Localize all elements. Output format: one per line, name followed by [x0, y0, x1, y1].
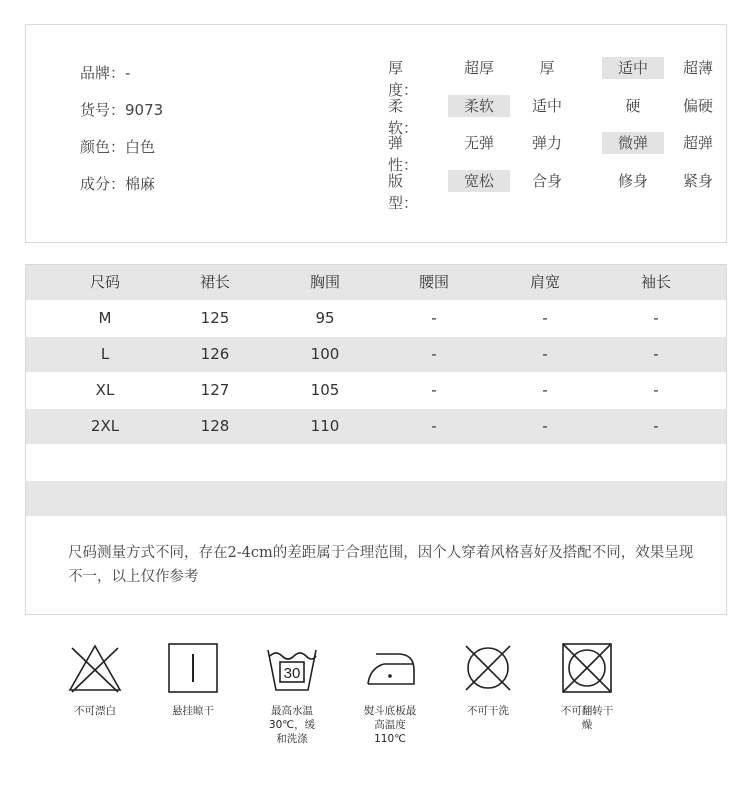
care-item	[542, 640, 632, 732]
care-label: 最高水温 30℃，缓 和洗涤	[268, 705, 316, 745]
no-dry-clean-icon	[443, 640, 533, 696]
table-cell: 2XL	[90, 417, 120, 435]
table-row	[26, 337, 726, 372]
care-item	[247, 640, 337, 746]
product-info-panel	[25, 24, 727, 243]
attribute-option: 修身	[617, 171, 648, 190]
attribute-option: 超厚	[463, 59, 494, 77]
color-value: 白色	[125, 138, 156, 156]
table-row	[26, 481, 726, 516]
care-label: 不可干洗	[467, 705, 509, 717]
attribute-option-selected: 宽松	[448, 170, 510, 192]
care-label: 不可漂白	[74, 705, 116, 717]
table-cell: -	[653, 309, 659, 327]
attribute-option: 硬	[625, 96, 641, 115]
table-header-cell: 袖长	[640, 273, 671, 291]
size-note: 尺码测量方式不同，存在2-4cm的差距属于合理范围，因个人穿着风格喜好及搭配不同，效果呈现不一，以上仅作参考	[68, 545, 694, 585]
table-header-cell: 尺码	[89, 273, 120, 291]
table-row	[26, 445, 726, 480]
care-label: 熨斗底板最 高温度 110℃	[363, 705, 417, 745]
care-item	[148, 640, 238, 718]
attribute-option-selected: 柔软	[448, 95, 510, 117]
product-basic-info	[80, 60, 163, 208]
table-cell: -	[542, 417, 548, 435]
table-header-row	[26, 265, 726, 300]
material-row	[80, 171, 163, 208]
attribute-option-selected: 微弹	[602, 132, 664, 154]
table-row	[26, 373, 726, 408]
attribute-option: 合身	[531, 171, 562, 190]
table-header-cell: 肩宽	[529, 273, 560, 291]
item-no-value: 9073	[125, 101, 164, 119]
wash-30-icon	[247, 640, 337, 696]
table-cell: -	[431, 381, 437, 399]
attribute-option: 适中	[531, 96, 562, 115]
table-header-cell: 腰围	[418, 273, 449, 291]
table-cell: 127	[200, 381, 230, 399]
attribute-label: 弹性：	[388, 134, 419, 174]
table-header-cell: 裙长	[199, 273, 230, 291]
no-tumble-dry-icon	[542, 640, 632, 696]
attribute-label: 厚度：	[388, 59, 419, 99]
table-cell: XL	[95, 381, 115, 399]
size-chart	[25, 264, 727, 615]
attribute-label: 版型：	[388, 171, 419, 212]
table-cell: 95	[315, 309, 335, 327]
attribute-option: 超薄	[682, 59, 713, 77]
table-row	[26, 301, 726, 336]
attribute-option: 厚	[539, 59, 555, 77]
color-row	[80, 134, 163, 171]
iron-medium-icon	[345, 640, 435, 696]
table-cell: M	[98, 309, 112, 327]
attribute-option: 无弹	[463, 134, 494, 152]
care-item	[50, 640, 140, 718]
svg-text:30: 30	[283, 665, 301, 682]
brand-row	[80, 60, 163, 97]
table-row	[26, 409, 726, 444]
table-cell: 105	[310, 381, 340, 399]
table-cell: -	[542, 345, 548, 363]
material-value: 棉麻	[125, 175, 156, 193]
attribute-option: 紧身	[682, 171, 713, 190]
table-cell: -	[653, 381, 659, 399]
item-no-label: 货号：	[80, 101, 126, 119]
table-cell: 110	[310, 417, 340, 435]
item-no-row	[80, 97, 163, 134]
table-cell: -	[653, 417, 659, 435]
brand-value: -	[125, 64, 131, 82]
care-label: 悬挂晾干	[172, 705, 214, 717]
hang-dry-icon	[148, 640, 238, 696]
care-item	[345, 640, 435, 746]
attribute-option: 弹力	[531, 134, 562, 152]
table-header-cell: 胸围	[309, 273, 340, 291]
table-cell: L	[100, 345, 110, 363]
table-cell: -	[653, 345, 659, 363]
table-cell: 125	[200, 309, 230, 327]
table-cell: -	[542, 381, 548, 399]
table-cell: -	[431, 309, 437, 327]
attribute-label: 柔软：	[388, 96, 419, 137]
no-bleach-icon	[50, 640, 140, 696]
table-cell: 126	[200, 345, 230, 363]
attribute-option: 超弹	[682, 134, 713, 152]
table-cell: -	[542, 309, 548, 327]
care-item	[443, 640, 533, 718]
table-cell: -	[431, 417, 437, 435]
care-label: 不可翻转干 燥	[560, 705, 614, 731]
table-cell: 100	[310, 345, 340, 363]
table-cell: 128	[200, 417, 230, 435]
attribute-option-selected: 适中	[602, 57, 664, 79]
table-cell: -	[431, 345, 437, 363]
color-label: 颜色：	[80, 138, 126, 156]
attribute-option: 偏硬	[682, 96, 713, 115]
material-label: 成分：	[80, 175, 126, 193]
brand-label: 品牌：	[80, 64, 126, 82]
